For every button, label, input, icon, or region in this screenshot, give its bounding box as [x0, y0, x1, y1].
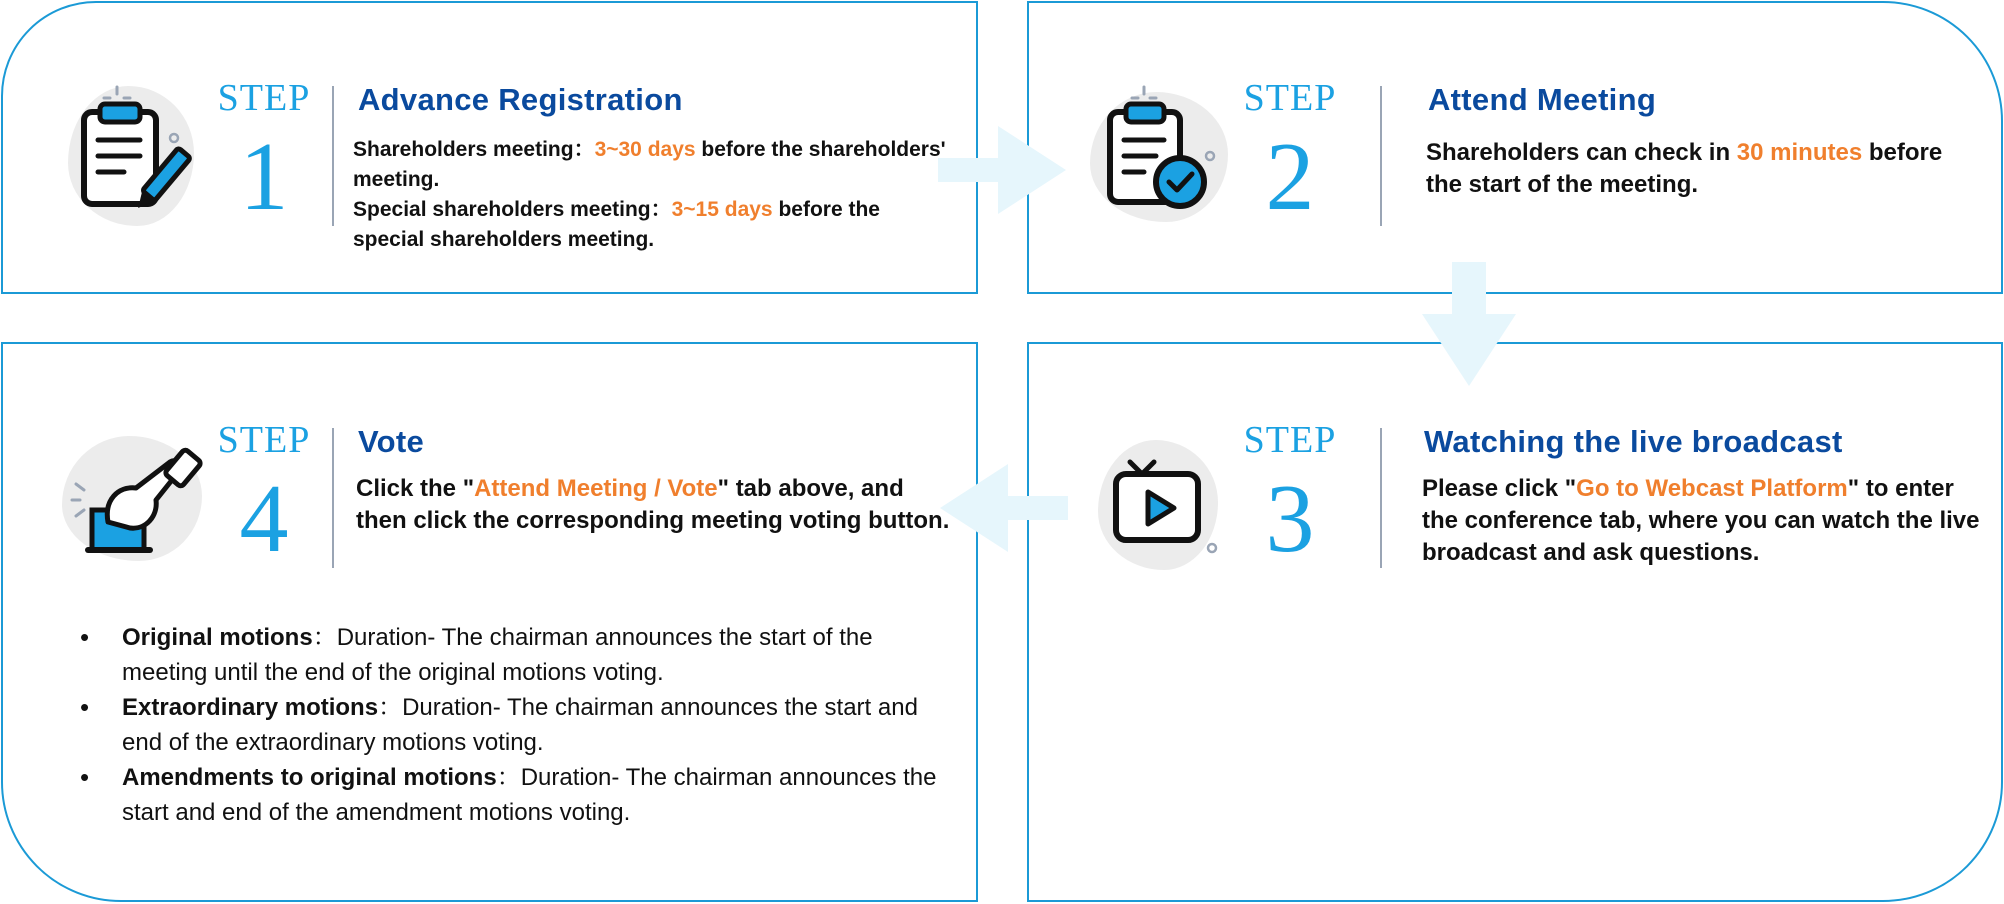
tab-highlight: Attend Meeting / Vote: [474, 475, 718, 502]
list-item: • Amendments to original motions：Duration- The chairman announces the start and end of the amendment motions voting.: [80, 762, 937, 826]
divider: [332, 86, 334, 226]
days-highlight: 3~30 days: [594, 138, 696, 161]
list-item: • Original motions：Duration- The chairman announces the start of the meeting until the end of the original motions voting.: [80, 622, 873, 686]
shareholders-meeting-line: Shareholders meeting：3~30 days before the shareholders' meeting.: [353, 138, 946, 191]
motion-duration-list: [80, 620, 960, 830]
step-2-description: Shareholders can check in 30 minutes before the start of the meeting.: [1426, 139, 1943, 198]
list-item: • Extraordinary motions：Duration- The chairman announces the start and end of the extraordinary motions voting.: [80, 692, 918, 756]
step-3-description: Please click "Go to Webcast Platform" to enter the conference tab, where you can watch the live broadcast and ask questions.: [1422, 475, 1980, 566]
divider: [1380, 428, 1382, 568]
step-label: STEP: [1243, 77, 1337, 119]
step-number: 2: [1265, 123, 1315, 231]
special-meeting-line: Special shareholders meeting：3~15 days before the special shareholders meeting.: [353, 198, 880, 251]
step-label: STEP: [217, 77, 311, 119]
arrow-right-icon: [938, 120, 1070, 220]
arrow-left-icon: [940, 458, 1070, 558]
clipboard-check-icon: [1080, 82, 1230, 222]
step-title: Vote: [358, 424, 425, 459]
bullet-icon: •: [80, 622, 90, 652]
step-number: 1: [239, 123, 289, 231]
step-title: Attend Meeting: [1428, 82, 1657, 117]
divider: [1380, 86, 1382, 226]
step-number: 4: [239, 465, 289, 573]
divider: [332, 428, 334, 568]
platform-highlight: Go to Webcast Platform: [1576, 475, 1848, 502]
step-label: STEP: [217, 419, 311, 461]
step-title: Watching the live broadcast: [1424, 424, 1843, 459]
step-number: 3: [1265, 465, 1315, 573]
arrow-down-icon: [1420, 262, 1520, 388]
step-1-description: [353, 135, 953, 255]
ballot-box-icon: [60, 440, 210, 560]
clipboard-pencil-icon: [60, 82, 200, 222]
bullet-icon: •: [80, 692, 90, 722]
time-highlight: 30 minutes: [1736, 139, 1863, 166]
step-title: Advance Registration: [358, 82, 683, 117]
tv-play-icon: [1100, 450, 1230, 570]
days-highlight: 3~15 days: [671, 198, 773, 221]
step-label: STEP: [1243, 419, 1337, 461]
step-4-description: Click the "Attend Meeting / Vote" tab above, and then click the corresponding meeting voting button.: [356, 475, 950, 534]
bullet-icon: •: [80, 762, 90, 792]
